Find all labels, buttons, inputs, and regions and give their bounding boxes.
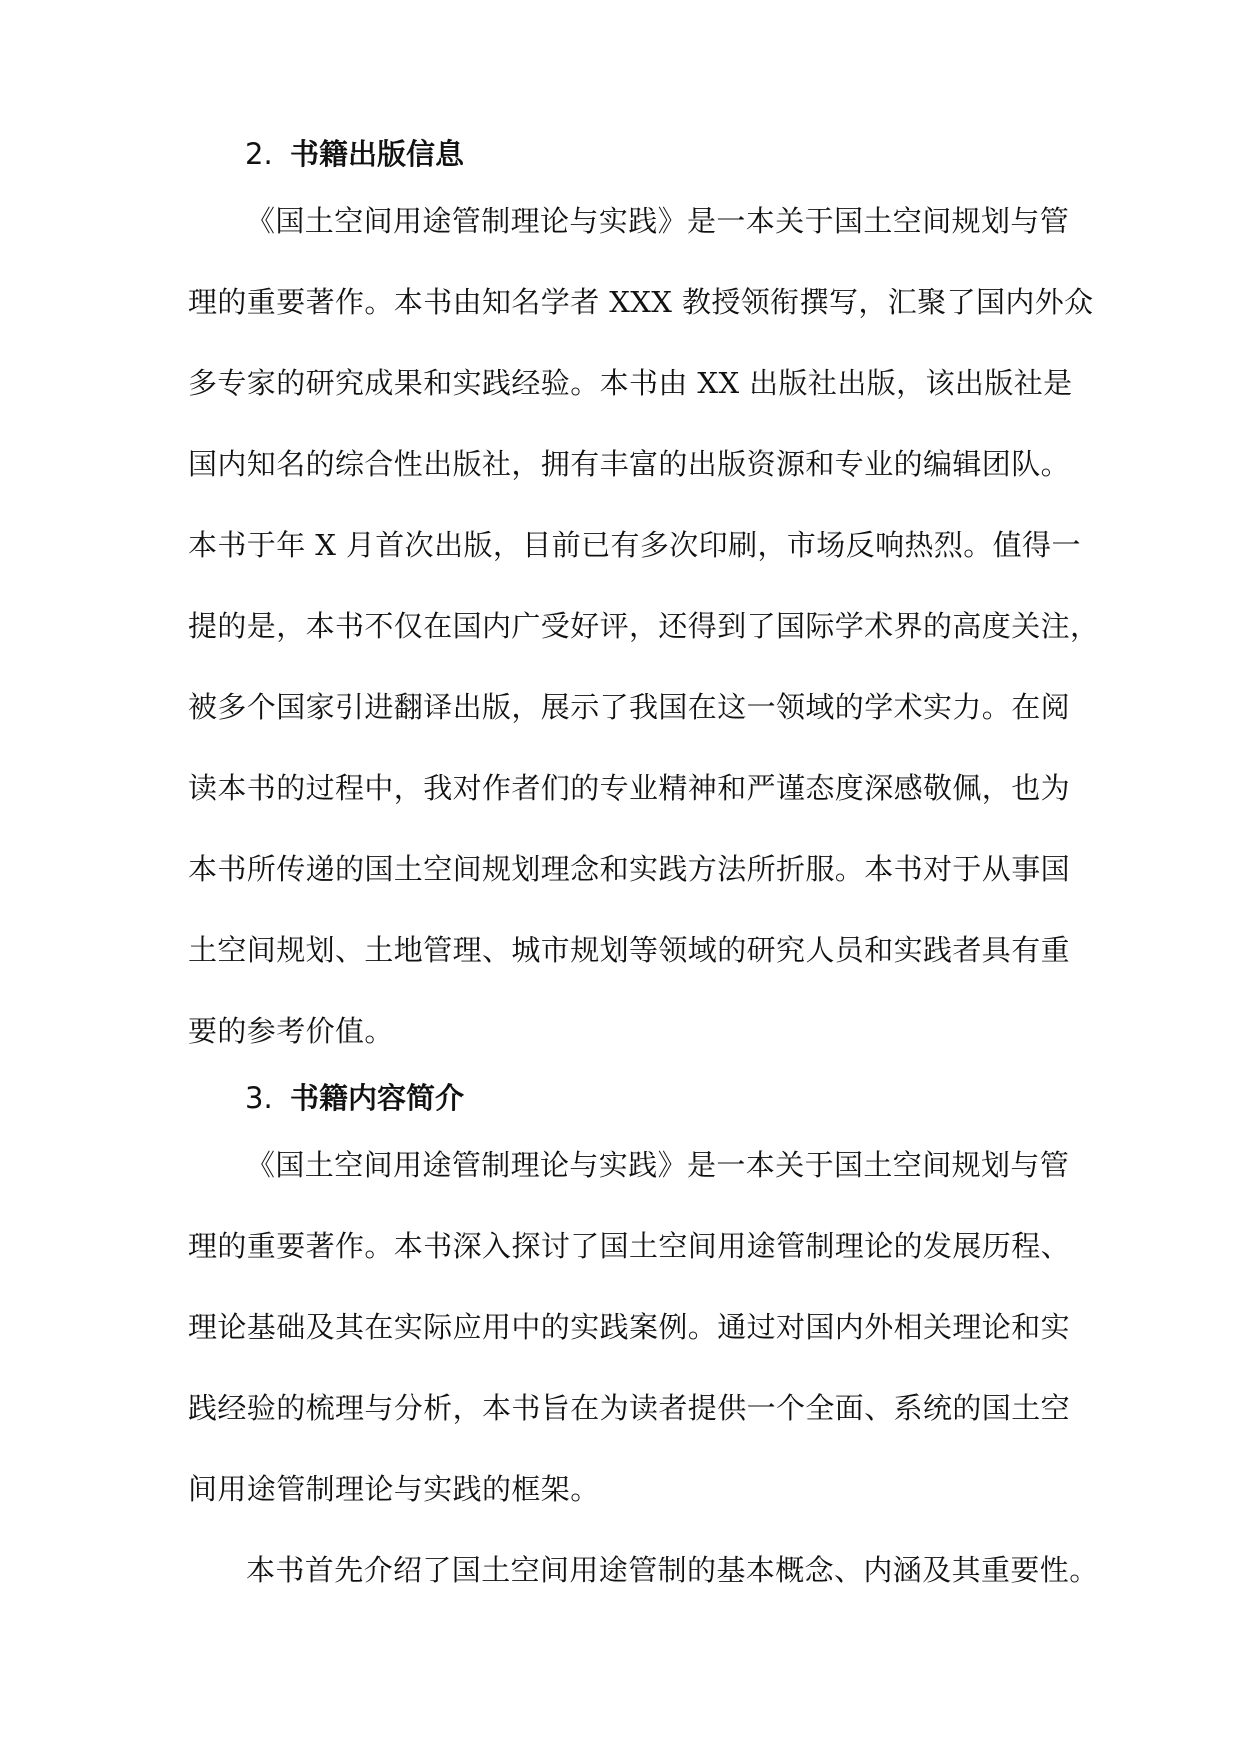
section-number: 3. [245,1081,273,1115]
paragraph-content-intro [188,1550,1099,1631]
text-line: 《国土空间用途管制理论与实践》是一本关于国土空间规划与管 [246,204,1070,238]
text-line: 本书首先介绍了国土空间用途管制的基本概念、内涵及其重要性。 [246,1553,1099,1587]
text-line: 理的重要著作。本书深入探讨了国土空间用途管制理论的发展历程、 [188,1229,1071,1263]
text-line: 理论基础及其在实际应用中的实践案例。通过对国内外相关理论和实 [188,1310,1071,1344]
text-line: 提的是，本书不仅在国内广受好评，还得到了国际学术界的高度关注， [188,609,1100,643]
section-number: 2. [245,137,273,171]
text-line: 本书于年 X 月首次出版，目前已有多次印刷，市场反响热烈。值得一 [188,528,1081,562]
section-heading-publication-info [245,134,464,174]
text-line: 本书所传递的国土空间规划理念和实践方法所折服。本书对于从事国 [188,852,1071,886]
text-line: 践经验的梳理与分析，本书旨在为读者提供一个全面、系统的国土空 [188,1391,1071,1425]
text-line: 理的重要著作。本书由知名学者 XXX 教授领衔撰写，汇聚了国内外众 [188,285,1094,319]
text-line: 多专家的研究成果和实践经验。本书由 XX 出版社出版，该出版社是 [188,366,1073,400]
text-line: 被多个国家引进翻译出版，展示了我国在这一领域的学术实力。在阅 [188,690,1071,724]
text-line: 间用途管制理论与实践的框架。 [188,1472,600,1506]
text-line: 国内知名的综合性出版社，拥有丰富的出版资源和专业的编辑团队。 [188,447,1071,481]
text-line: 读本书的过程中，我对作者们的专业精神和严谨态度深感敬佩，也为 [188,771,1071,805]
section-heading-content-summary [245,1078,464,1118]
paragraph-publication-info [188,201,1100,1092]
paragraph-content-summary [188,1145,1088,1550]
section-title: 书籍内容简介 [290,1081,465,1115]
text-line: 《国土空间用途管制理论与实践》是一本关于国土空间规划与管 [246,1148,1070,1182]
section-title: 书籍出版信息 [290,137,465,171]
text-line: 要的参考价值。 [188,1014,394,1048]
text-line: 土空间规划、土地管理、城市规划等领域的研究人员和实践者具有重 [188,933,1071,967]
